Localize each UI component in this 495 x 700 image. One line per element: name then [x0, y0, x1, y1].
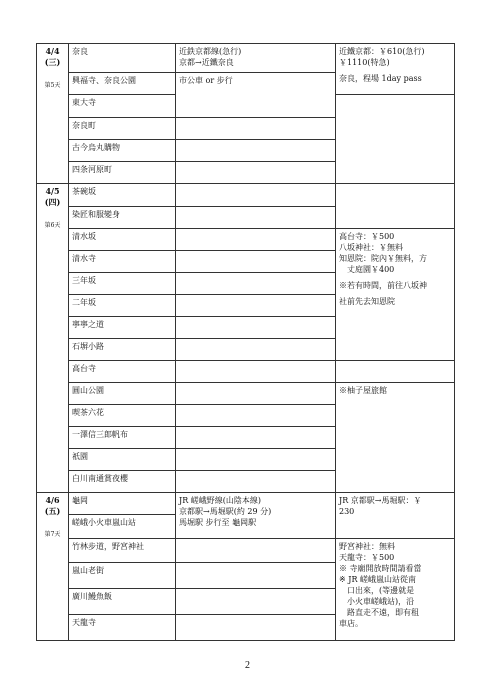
date-cell — [37, 493, 69, 641]
place-cell: 龜岡 — [69, 493, 176, 515]
place-cell: 圓山公園 — [69, 383, 176, 405]
place-cell: 祇園 — [69, 449, 176, 471]
place-cell: 天龍寺 — [69, 615, 176, 641]
place-cell: 白川南通賞夜櫻 — [69, 471, 176, 493]
note-cell: 野宮神社：無料 天龍寺：￥500 ※ 寺廟開放時間請看當 ※ JR 嵯峨嵐山站從南 口出來，(等邊就是 小火車嵯峨站)，沿 路直走不遠，即有租 車店。 — [336, 539, 455, 641]
transport-cell — [176, 184, 336, 207]
place-cell: 二年坂 — [69, 295, 176, 317]
transport-cell — [176, 317, 336, 339]
place-cell: 寧寧之道 — [69, 317, 176, 339]
page-number: 2 — [245, 660, 250, 671]
day-label: 第6天 — [44, 222, 61, 229]
date: 4/6 — [45, 495, 60, 505]
date: 4/4 — [45, 46, 60, 56]
place-cell: 高台寺 — [69, 361, 176, 383]
transport-cell — [176, 229, 336, 251]
transport-cell — [176, 615, 336, 641]
transport-cell — [176, 118, 336, 140]
transport-cell: 近鉄京都線(急行) 京都→近鐵奈良 — [176, 44, 336, 73]
place-cell: 染匠和服變身 — [69, 207, 176, 229]
date-cell — [37, 184, 69, 493]
place-cell: 竹林步道，野宮神社 — [69, 539, 176, 563]
transport-cell — [176, 162, 336, 184]
note-cell: ※柚子屋旅館 — [336, 383, 455, 493]
place-cell: 興福寺、奈良公園 — [69, 73, 176, 95]
place-cell: 古今烏丸購物 — [69, 140, 176, 162]
note-cell: JR 京都駅→馬堀駅：￥ 230 — [336, 493, 455, 539]
note-cell — [336, 361, 455, 383]
date-cell — [37, 44, 69, 184]
place-cell: 奈良 — [69, 44, 176, 73]
place-cell: 一澤信三郎帆布 — [69, 427, 176, 449]
weekday: (三) — [44, 57, 61, 67]
place-cell: 清水坂 — [69, 229, 176, 251]
place-cell: 嵐山老街 — [69, 563, 176, 589]
place-cell: 嵯峨小火車嵐山站 — [69, 515, 176, 539]
place-cell: 清水寺 — [69, 251, 176, 273]
note-cell: 近鐵京都：￥610(急行) ￥1110(特急) 奈良，程場 1day pass — [336, 44, 455, 95]
transport-cell — [176, 563, 336, 589]
transport-cell — [176, 589, 336, 615]
transport-cell: JR 嵯峨野線(山陰本線) 京都駅→馬堀駅(約 29 分) 馬堀駅 步行至 龜岡駅 — [176, 493, 336, 539]
place-cell: 東大寺 — [69, 95, 176, 118]
place-cell: 喫茶六花 — [69, 405, 176, 427]
itinerary-table — [36, 43, 455, 641]
place-cell: 奈良町 — [69, 118, 176, 140]
transport-cell — [176, 339, 336, 361]
day-label: 第7天 — [44, 531, 61, 538]
weekday: (五) — [44, 506, 61, 516]
transport-cell — [176, 383, 336, 405]
transport-cell — [176, 295, 336, 317]
transport-cell — [176, 539, 336, 563]
place-cell: 四条河原町 — [69, 162, 176, 184]
place-cell: 茶碗坂 — [69, 184, 176, 207]
day-label: 第5天 — [44, 82, 61, 89]
date: 4/5 — [45, 186, 60, 196]
transport-cell: 市公車 or 步行 — [176, 73, 336, 118]
transport-cell — [176, 471, 336, 493]
place-cell: 石塀小路 — [69, 339, 176, 361]
place-cell: 廣川鰻魚飯 — [69, 589, 176, 615]
transport-cell — [176, 405, 336, 427]
note-cell: 高台寺：￥500 八坂神社：￥無料 知恩院：院內￥無料，方 丈庭園￥400 ※若有時間，前往八坂神 社前先去知恩院 — [336, 229, 455, 361]
transport-cell — [176, 449, 336, 471]
transport-cell — [176, 361, 336, 383]
note-cell — [336, 184, 455, 229]
transport-cell — [176, 207, 336, 229]
transport-cell — [176, 251, 336, 273]
weekday: (四) — [44, 197, 61, 207]
transport-cell — [176, 427, 336, 449]
place-cell: 三年坂 — [69, 273, 176, 295]
transport-cell — [176, 140, 336, 162]
transport-cell — [176, 273, 336, 295]
note-cell — [336, 95, 455, 184]
